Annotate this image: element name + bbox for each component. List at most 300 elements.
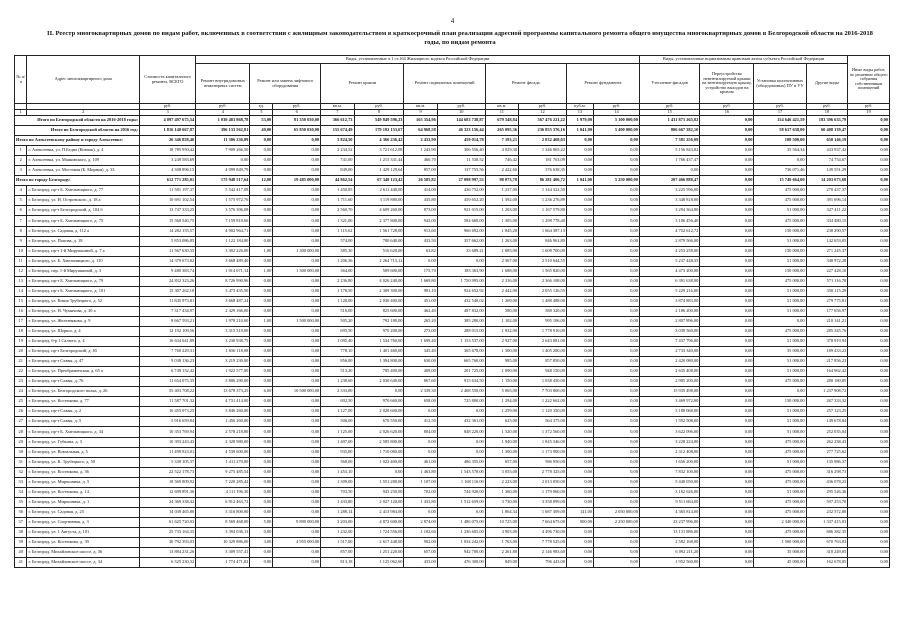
table-cell: 391 696,14 <box>806 196 848 206</box>
table-cell: 0,00 <box>848 447 890 457</box>
table-cell: 0,00 <box>273 447 321 457</box>
table-cell: 142 653,05 <box>806 236 848 246</box>
col-number: 3 <box>139 110 195 116</box>
col-number: 6 <box>273 110 321 116</box>
summary-cell: 183 396 633,79 <box>806 116 848 126</box>
table-cell: 0,00 <box>594 236 640 246</box>
table-cell: 3 039 560,00 <box>639 326 699 336</box>
table-cell: 1 669,80 <box>404 276 437 286</box>
table-cell: 2 778 325,00 <box>519 467 567 477</box>
summary-cell: 60 408 139,47 <box>806 126 848 136</box>
table-cell: 210 141,21 <box>806 316 848 326</box>
header-pipes: Переустройство невентилируемой крыши на вентилируемую крышу, устройство выходов на кровлю <box>700 64 754 104</box>
table-cell: 0,00 <box>848 286 890 296</box>
table-cell: 0,00 <box>848 558 890 568</box>
table-cell: 0,00 <box>594 417 640 427</box>
table-cell: 0,00 <box>273 206 321 216</box>
table-cell: 475 000,00 <box>754 477 806 487</box>
table-cell: 334 480,15 <box>806 216 848 226</box>
table-cell: 4 609 260,00 <box>354 206 404 216</box>
table-cell: 0,00 <box>566 537 593 547</box>
table-cell: 1 298 778,40 <box>519 216 567 226</box>
summary-cell: 0,00 <box>594 136 640 146</box>
table-cell: 0,00 <box>594 156 640 166</box>
table-cell: 3 576 396,08 <box>196 206 250 216</box>
table-cell: 5 065,00 <box>485 387 518 397</box>
table-cell: 3 055,00 <box>485 467 518 477</box>
row-address: г. Белгород, пр-т Славы, д. 2 <box>27 407 139 417</box>
table-cell: 792 180,00 <box>354 316 404 326</box>
table-cell: 0,00 <box>566 487 593 497</box>
table-cell: 5 229 216,00 <box>639 286 699 296</box>
table-cell: 0,00 <box>437 507 485 517</box>
table-cell: 846 961,80 <box>519 236 567 246</box>
table-cell: 0,00 <box>250 296 273 306</box>
summary-cell: 366 612,73 <box>321 116 354 126</box>
table-cell: 695,50 <box>321 326 354 336</box>
table-cell: 900,00 <box>566 517 593 527</box>
unit-cell: руб. <box>437 104 485 110</box>
table-cell: 3,00 <box>250 537 273 547</box>
header-basement: Ремонт подвальных помещений <box>404 64 485 104</box>
table-cell: 475 000,00 <box>754 186 806 196</box>
table-cell: 35 000,00 <box>754 548 806 558</box>
table-cell: 915 634,50 <box>437 377 485 387</box>
row-address: г. Белгород, пр-т Белгородский, д. 104 б <box>27 206 139 216</box>
table-cell: 4 029,30 <box>485 146 518 156</box>
summary-cell: 1 041,00 <box>566 176 593 186</box>
table-cell: 435,80 <box>404 196 437 206</box>
row-address: г. Белгород, ул. 1 Августа, д. 101 <box>27 527 139 537</box>
table-cell: 0,00 <box>566 397 593 407</box>
table-cell: 1 456 260,00 <box>196 417 250 427</box>
table-cell: 12 192 109,56 <box>139 326 195 336</box>
table-cell: 0,00 <box>566 256 593 266</box>
table-cell: 10 500 000,00 <box>273 387 321 397</box>
summary-label: Итого по Белгородской области на 2016-2018 годы: <box>15 116 140 126</box>
table-cell: 0,00 <box>848 166 890 176</box>
unit-cell: руб. <box>354 104 404 110</box>
header-vnutr: Ремонт внутридомовых инженерных систем <box>196 64 250 104</box>
table-cell: 10 455 073,25 <box>139 407 195 417</box>
table-cell: 3 874 883,00 <box>639 296 699 306</box>
table-cell: 150 000,00 <box>754 397 806 407</box>
table-cell: 11 581 197,37 <box>139 186 195 196</box>
table-cell: 4 308 896,15 <box>139 166 195 176</box>
table-cell: 1 127,00 <box>321 407 354 417</box>
table-cell: 4 111 196,30 <box>196 487 250 497</box>
table-cell: 0,00 <box>594 246 640 256</box>
table-cell: 0,00 <box>566 357 593 367</box>
table-cell: 516,00 <box>321 306 354 316</box>
table-cell: 0,00 <box>594 337 640 347</box>
table-cell: 13 678 373,25 <box>196 387 250 397</box>
table-cell: 513,20 <box>321 367 354 377</box>
summary-cell: 26 346 858,40 <box>139 136 195 146</box>
table-cell: 2 186 200,00 <box>639 306 699 316</box>
table-cell: 943 250,00 <box>354 487 404 497</box>
table-cell: 1 845 346,00 <box>519 437 567 447</box>
row-address: г. Белгород, ул. Н. Чумичова, д. 30 а <box>27 306 139 316</box>
table-cell: 0,00 <box>250 548 273 558</box>
table-cell: 385,30 <box>321 246 354 256</box>
table-cell: 24 369 338,42 <box>139 497 195 507</box>
summary-cell: 1 816 140 667,87 <box>139 126 195 136</box>
table-cell: 1 429 129,64 <box>354 166 404 176</box>
table-cell: 588 320,00 <box>519 306 567 316</box>
table-cell: 2 309 300,00 <box>354 286 404 296</box>
table-cell: 1 232,00 <box>321 527 354 537</box>
table-cell: 2 333,00 <box>321 387 354 397</box>
row-address: г. Белгород, пр-т 1-й Мирушкиной, д. 7 а <box>27 246 139 256</box>
table-cell: 1 167 579,80 <box>519 206 567 216</box>
table-cell: 1 407,00 <box>321 437 354 447</box>
table-cell: 1 236 605,00 <box>437 527 485 537</box>
table-cell: 0,00 <box>594 216 640 226</box>
table-cell: 2 582 168,00 <box>639 537 699 547</box>
unit-cell: руб. <box>639 104 699 110</box>
table-cell: 4 955 000,00 <box>273 537 321 547</box>
summary-cell: 236 855 376,16 <box>519 126 567 136</box>
summary-cell: 806 667 382,10 <box>639 126 699 136</box>
summary-cell: 58 617 638,00 <box>754 126 806 136</box>
summary-cell: 207 466 888,47 <box>639 176 699 186</box>
row-number: 15 <box>15 296 27 306</box>
table-cell: 150 000,00 <box>754 226 806 236</box>
table-cell: 0,00 <box>594 276 640 286</box>
table-cell: 0,00 <box>250 447 273 457</box>
table-cell: 262 238,43 <box>806 437 848 447</box>
table-cell: 0,00 <box>250 558 273 568</box>
table-body <box>15 116 890 568</box>
table-cell: 0,00 <box>273 156 321 166</box>
table-cell: 9 890 000,00 <box>273 517 321 527</box>
table-cell: 630,00 <box>404 357 437 367</box>
row-number: 9 <box>15 236 27 246</box>
row-address: г. Белгород, ул. Садовая, д. 25 <box>27 507 139 517</box>
table-cell: 0,00 <box>700 337 754 347</box>
summary-cell: 154 646 421,59 <box>754 116 806 126</box>
table-cell: 51 000,00 <box>754 427 806 437</box>
table-row <box>15 226 890 236</box>
table-cell: 5 440 050,00 <box>639 477 699 487</box>
summary-cell: 7 193,21 <box>485 136 518 146</box>
table-cell: 13 131 886,00 <box>639 527 699 537</box>
table-cell: 0,00 <box>848 548 890 558</box>
summary-cell: 1 979,00 <box>566 116 593 126</box>
row-number: 31 <box>15 457 27 467</box>
table-cell: 3 106 456,40 <box>639 216 699 226</box>
table-cell: 725 800,00 <box>437 397 485 407</box>
summary-cell: 658 146,19 <box>806 136 848 146</box>
table-cell: 0,00 <box>566 146 593 156</box>
table-cell: 924 652,92 <box>437 286 485 296</box>
table-cell: 0,00 <box>566 276 593 286</box>
table-cell: 0,00 <box>594 397 640 407</box>
table-cell: 0,00 <box>700 387 754 397</box>
table-cell: 22 522 178,73 <box>139 467 195 477</box>
table-cell: 0,00 <box>848 186 890 196</box>
table-cell: 2 146 983,60 <box>519 548 567 558</box>
row-address: г. Белгород, ул. Железнякова, д. 9 <box>27 316 139 326</box>
total-2016-row <box>15 126 890 136</box>
table-cell: 2 328 980,00 <box>196 437 250 447</box>
table-row <box>15 377 890 387</box>
col-number: 4 <box>196 110 250 116</box>
table-cell: 0,00 <box>848 347 890 357</box>
unit-cell: руб. <box>196 104 250 110</box>
table-cell: 0,00 <box>594 558 640 568</box>
table-cell: 0,00 <box>594 447 640 457</box>
table-cell: 848 220,00 <box>437 427 485 437</box>
table-cell: 0,00 <box>700 276 754 286</box>
table-cell: 0,00 <box>404 437 437 447</box>
table-cell: 1 038 450,00 <box>519 377 567 387</box>
table-cell: 0,00 <box>594 407 640 417</box>
table-cell: 3 309 557,41 <box>196 548 250 558</box>
table-cell: 475 000,00 <box>754 527 806 537</box>
table-cell: 509 600,00 <box>354 266 404 276</box>
row-number: 17 <box>15 316 27 326</box>
table-cell: 7 832 100,00 <box>639 467 699 477</box>
table-cell: 1 294,00 <box>485 397 518 407</box>
table-cell: 1 512 659,00 <box>437 497 485 507</box>
table-cell: 1 128,00 <box>321 296 354 306</box>
table-row <box>15 337 890 347</box>
table-cell: 1 561 728,00 <box>354 226 404 236</box>
table-cell: 0,00 <box>848 256 890 266</box>
row-address: г. Белгород, ул. Костюкова, д. 77 <box>27 397 139 407</box>
table-cell: 2 413 984,00 <box>354 507 404 517</box>
table-cell: 0,00 <box>700 146 754 156</box>
table-cell: 597 253,70 <box>806 497 848 507</box>
summary-cell: 0,00 <box>250 136 273 146</box>
row-number: 13 <box>15 276 27 286</box>
summary-cell: 0,00 <box>848 176 890 186</box>
table-row <box>15 276 890 286</box>
table-cell: 0,00 <box>566 367 593 377</box>
row-number: 25 <box>15 397 27 407</box>
table-row <box>15 256 890 266</box>
summary-cell: 53,00 <box>250 116 273 126</box>
table-cell: 1 978 210,00 <box>196 316 250 326</box>
table-cell: 135 986,37 <box>806 457 848 467</box>
summary-cell: 549 849 596,23 <box>354 116 404 126</box>
table-cell: 0,00 <box>700 186 754 196</box>
summary-cell: 679 548,84 <box>485 116 518 126</box>
table-cell: 0,00 <box>354 467 404 477</box>
row-address: г. Белгород, пр-т Б. Хмельницкого, д. 101 <box>27 286 139 296</box>
table-cell: 1 575 972,76 <box>196 196 250 206</box>
table-cell: 1 687 309,00 <box>519 507 567 517</box>
table-cell: 345,40 <box>404 347 437 357</box>
row-number: 32 <box>15 467 27 477</box>
table-cell: 183 363,90 <box>437 266 485 276</box>
table-cell: 1 238,60 <box>321 377 354 387</box>
row-number: 34 <box>15 487 27 497</box>
table-cell: 0,00 <box>594 226 640 236</box>
table-cell: 0,00 <box>700 306 754 316</box>
table-cell: 0,00 <box>848 407 890 417</box>
table-cell: 1 305,00 <box>485 216 518 226</box>
table-row <box>15 316 890 326</box>
table-cell: 0,00 <box>594 387 640 397</box>
table-cell: 744 926,00 <box>437 487 485 497</box>
unit-cell: руб. <box>754 104 806 110</box>
summary-cell: 46 323 156,44 <box>437 126 485 136</box>
table-cell: 51 000,00 <box>754 457 806 467</box>
row-number: 37 <box>15 517 27 527</box>
table-cell: 0,00 <box>566 427 593 437</box>
table-cell: 51 000,00 <box>754 206 806 216</box>
table-cell: 23 237 996,00 <box>639 517 699 527</box>
table-cell: 0,00 <box>273 357 321 367</box>
row-number: 41 <box>15 558 27 568</box>
table-cell: 0,00 <box>196 156 250 166</box>
table-cell: 1 766 437,47 <box>639 156 699 166</box>
table-cell: 3 806 290,00 <box>196 377 250 387</box>
table-cell: 0,00 <box>273 467 321 477</box>
table-cell: 736 071,46 <box>754 166 806 176</box>
table-cell: 1,00 <box>250 266 273 276</box>
total-belgorod-row <box>15 176 890 186</box>
row-address: г. Белгород, ул. К. Трубецкого, д. 50 <box>27 457 139 467</box>
summary-cell: 1 039 483 868,78 <box>196 116 250 126</box>
table-cell: 0,00 <box>700 196 754 206</box>
summary-cell: 175 948 517,64 <box>196 176 250 186</box>
table-row <box>15 367 890 377</box>
table-cell: 13 884 231,26 <box>139 548 195 558</box>
table-cell: 0,00 <box>594 487 640 497</box>
summary-cell: 67 348 123,42 <box>354 176 404 186</box>
table-cell: 2 366 108,00 <box>519 276 567 286</box>
table-cell: 657,00 <box>404 548 437 558</box>
table-cell: 505,20 <box>321 316 354 326</box>
table-cell: 7 703 800,00 <box>519 387 567 397</box>
table-cell: 6 749 152,42 <box>139 367 195 377</box>
table-row <box>15 447 890 457</box>
table-cell: 51 000,00 <box>754 487 806 497</box>
row-address: г. Белгород, пр-т Белгородский, д. 65 <box>27 347 139 357</box>
row-address: г. Белгород, ул. Садовая, д. 112 а <box>27 226 139 236</box>
table-row <box>15 487 890 497</box>
table-cell: 0,00 <box>250 206 273 216</box>
table-cell: 0,00 <box>848 497 890 507</box>
row-number: 35 <box>15 497 27 507</box>
table-cell: 137 755,56 <box>437 166 485 176</box>
unit-cell: руб. <box>273 104 321 110</box>
summary-cell: 5 100 000,00 <box>594 116 640 126</box>
table-cell: 10 329 886,00 <box>196 537 250 547</box>
table-cell: 14 379 673,82 <box>139 256 195 266</box>
table-cell: 0,00 <box>354 387 404 397</box>
table-cell: 0,00 <box>566 387 593 397</box>
table-cell: 327 411,22 <box>806 206 848 216</box>
table-cell: 217 856,23 <box>806 357 848 367</box>
table-cell: 0,00 <box>700 226 754 236</box>
table-cell: 1 433,80 <box>404 497 437 507</box>
table-cell: 385 280,00 <box>437 316 485 326</box>
row-address: г. Белгород, ул. Попова, д. 18 <box>27 236 139 246</box>
summary-cell: 612 771 285,01 <box>139 176 195 186</box>
table-cell: 3 230 938,75 <box>196 337 250 347</box>
table-cell: 0,00 <box>594 377 640 387</box>
row-number: 27 <box>15 417 27 427</box>
table-cell: 414,00 <box>404 186 437 196</box>
row-address: г. Белгород, б-р 1 Салюта, д. 4 <box>27 337 139 347</box>
col-number: 2 <box>27 110 139 116</box>
table-cell: 1 115,62 <box>321 226 354 236</box>
table-cell: 1 014 671,14 <box>196 266 250 276</box>
row-number: 19 <box>15 337 27 347</box>
row-address: г. Белгород, пр-т Б. Хмельницкого, д. 77 <box>27 186 139 196</box>
row-address: г. Белгород, пр-т Славы, д. 5 <box>27 417 139 427</box>
row-address: г. Белгород, пр-т Б. Хмельницкого, д. 34 <box>27 427 139 437</box>
table-row <box>15 537 890 547</box>
table-cell: 357 662,00 <box>437 236 485 246</box>
table-cell: 1 656 118,08 <box>196 347 250 357</box>
summary-cell: 26 585,82 <box>404 176 437 186</box>
table-cell: 1 120 350,00 <box>519 407 567 417</box>
table-cell: 0,00 <box>594 196 640 206</box>
table-cell: 0,00 <box>273 216 321 226</box>
table-cell: 0,00 <box>566 236 593 246</box>
col-number: 14 <box>594 110 640 116</box>
table-row <box>15 236 890 246</box>
col-number: 7 <box>321 110 354 116</box>
table-cell: 0,00 <box>250 326 273 336</box>
table-cell: 1 259,00 <box>485 407 518 417</box>
table-cell: 3 846 260,00 <box>196 407 250 417</box>
table-cell: 7 159 818,66 <box>196 216 250 226</box>
table-cell: 2 013 050,00 <box>519 477 567 487</box>
table-cell: 0,00 <box>594 166 640 176</box>
table-cell: 149 551,29 <box>806 166 848 176</box>
table-cell: 985,00 <box>485 357 518 367</box>
table-cell: 0,00 <box>848 507 890 517</box>
table-cell: 2 339,30 <box>404 387 437 397</box>
table-cell: 1 411 270,00 <box>196 457 250 467</box>
table-row <box>15 286 890 296</box>
table-cell: 1 724 556,00 <box>354 527 404 537</box>
table-cell: 0,00 <box>273 548 321 558</box>
table-cell: 0,00 <box>594 497 640 507</box>
table-cell: 1 102,00 <box>485 316 518 326</box>
summary-cell: 1 431 871 265,82 <box>639 116 699 126</box>
table-cell: 516 620,00 <box>354 246 404 256</box>
table-cell: 0,00 <box>700 497 754 507</box>
row-number: 29 <box>15 437 27 447</box>
row-number: 24 <box>15 387 27 397</box>
table-cell: 51 000,00 <box>754 236 806 246</box>
table-cell: 857,00 <box>321 548 354 558</box>
row-number: 38 <box>15 527 27 537</box>
table-cell: 0,00 <box>566 548 593 558</box>
table-cell: 778,10 <box>321 347 354 357</box>
table-cell: 804,00 <box>404 427 437 437</box>
table-cell: 2 611 440,00 <box>354 186 404 196</box>
table-cell: 0,00 <box>250 347 273 357</box>
table-cell: 0,00 <box>273 377 321 387</box>
table-cell: 433,50 <box>404 236 437 246</box>
table-cell: 3 162 626,00 <box>639 487 699 497</box>
table-cell: 0,00 <box>848 306 890 316</box>
summary-cell: 44 862,54 <box>321 176 354 186</box>
table-row <box>15 558 890 568</box>
unit-cell: руб. <box>519 104 567 110</box>
table-cell: 280 180,85 <box>806 377 848 387</box>
table-cell: 412,50 <box>404 417 437 427</box>
